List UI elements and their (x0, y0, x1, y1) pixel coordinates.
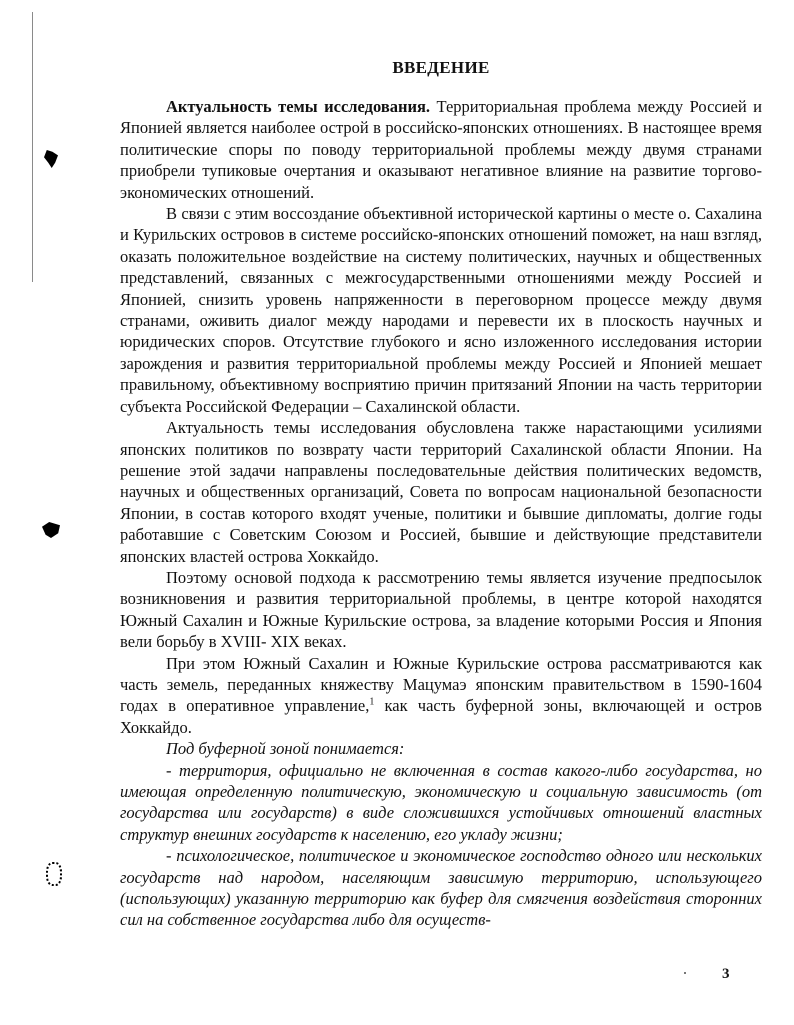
footnote-marker[interactable]: 1 (369, 696, 375, 708)
paragraph-lead: Актуальность темы исследования. (166, 97, 431, 116)
paragraph: Поэтому основой подхода к рассмотрению темы является изучение предпосылок возникновения и развития территориальной проблемы, в центре которой находятся Южный Сахалин и Южные Курильские острова, за владение которыми Россия и Япония вели борьбу в XVIII- XIX веках. (120, 567, 762, 652)
document-page (120, 58, 762, 931)
scan-speck (684, 972, 686, 974)
paragraph-text: При этом Южный Сахалин и Южные Курильские острова рассматриваются как часть земель, переданных княжеству Мацумаэ японским правительством в 1590-1604 годах в оперативное управление, (120, 653, 762, 716)
ink-blot (42, 522, 60, 538)
paragraph-text: Территориальная проблема между Россией и Японией является наиболее острой в российско-японских отношениях. В настоящее время политические споры по поводу территориальной проблемы между двумя странами приобрели тупиковые очертания и оказывают негативное влияние на развитие торгово-экономических отношений. (120, 97, 762, 202)
ink-blot (44, 150, 58, 168)
margin-line (32, 12, 33, 282)
paragraph: Актуальность темы исследования обусловлена также нарастающими усилиями японских политиков по возврату части территорий Сахалинской области Японии. На решение этой задачи направлены последовательные действия политических ведомств, научных и общественных организаций, Совета по вопросам национальной безопасности Японии, в состав которого входят ученые, политики и бывшие дипломаты, долгие годы работавшие с Советским Союзом и Россией, бывшие и действующие представители японских властей острова Хоккайдо. (120, 418, 762, 566)
paragraph-text: как часть буферной зоны, включающей и остров Хоккайдо. (120, 696, 762, 737)
definition-item: - территория, официально не включенная в состав какого-либо государства, но имеющая определенную политическую, экономическую и социальную зависимость (от государства или государств) в виде сложившихся устойчивых отношений властных структур внешних государств к населению, его укладу жизни; (120, 760, 762, 844)
definition-heading: Под буферной зоной понимается: (166, 739, 405, 759)
paragraph: В связи с этим воссоздание объективной исторической картины о месте о. Сахалина и Курильских островов в системе российско-японских отношений поможет, на наш взгляд, оказать положительное воздействие на систему политических, научных и общественных представлений, связанных с межгосударственными отношениями между Россией и Японией, снизить уровень напряженности в переговорном процессе между двумя странами, оживить диалог между народами и перевести их в плоскость научных и юридических споров. Отсутствие глубокого и ясно изложенного исследования истории зарождения и развития территориальной проблемы между Россией и Японией мешает правильному, объективному восприятию причин притязаний Японии на часть территории субъекта Российской Федерации – Сахалинской области. (120, 204, 762, 416)
ink-blot (46, 862, 62, 886)
page-number: 3 (722, 966, 730, 982)
paragraph (120, 653, 762, 739)
paragraph-relevance (120, 96, 762, 203)
definition-item: - психологическое, политическое и экономическое господство одного или нескольких государств над народом, населяющим зависимую территорию, использующего (использующих) указанную территорию как буфер для смягчения воздействия сторонних сил на собственное государства либо для осуществ- (120, 846, 762, 930)
page-title: ВВЕДЕНИЕ (392, 58, 490, 77)
